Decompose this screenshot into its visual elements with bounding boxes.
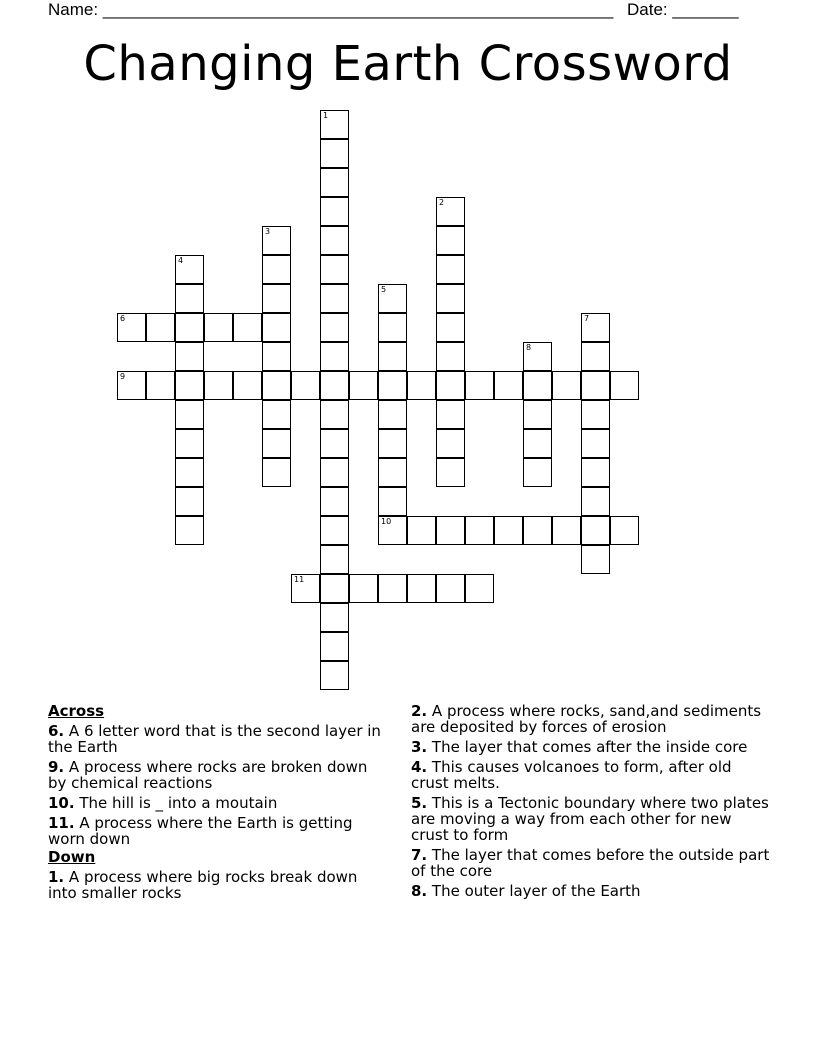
across-heading: Across	[48, 702, 105, 720]
crossword-cell[interactable]	[436, 226, 465, 255]
crossword-cell[interactable]	[349, 574, 378, 603]
down-clue-1	[48, 869, 388, 901]
crossword-cell[interactable]	[175, 487, 204, 516]
crossword-cell[interactable]	[436, 371, 465, 400]
crossword-cell[interactable]	[523, 371, 552, 400]
clue-number: 10.	[48, 794, 75, 812]
crossword-cell[interactable]	[320, 139, 349, 168]
crossword-cell[interactable]	[320, 429, 349, 458]
clue-number: 5.	[411, 794, 428, 812]
crossword-cell[interactable]	[436, 429, 465, 458]
crossword-cell[interactable]	[262, 226, 291, 255]
crossword-cell[interactable]	[320, 574, 349, 603]
crossword-cell[interactable]	[581, 429, 610, 458]
clue-number: 1.	[48, 868, 65, 886]
crossword-cell[interactable]	[581, 545, 610, 574]
clue-text: A process where big rocks break down into smaller rocks	[48, 868, 358, 902]
page-title: Changing Earth Crossword	[83, 36, 733, 92]
crossword-cell[interactable]	[436, 516, 465, 545]
clue-number: 9.	[48, 758, 65, 776]
clue-number-label: 7	[584, 314, 590, 323]
across-clue-6	[48, 723, 388, 755]
crossword-cell[interactable]	[320, 458, 349, 487]
crossword-cell[interactable]	[175, 313, 204, 342]
crossword-cell[interactable]	[262, 458, 291, 487]
crossword-cell[interactable]	[175, 371, 204, 400]
crossword-cell[interactable]	[436, 197, 465, 226]
crossword-cell[interactable]	[465, 516, 494, 545]
clue-text: A process where rocks are broken down by chemical reactions	[48, 758, 368, 792]
clue-number: 3.	[411, 738, 428, 756]
crossword-cell[interactable]	[262, 429, 291, 458]
clue-text: The layer that comes before the outside part of the core	[411, 846, 770, 880]
clue-text: A process where rocks, sand,and sediments are deposited by forces of erosion	[411, 702, 762, 736]
crossword-cell[interactable]	[204, 313, 233, 342]
crossword-cell[interactable]	[320, 342, 349, 371]
clue-text: A process where the Earth is getting worn down	[48, 814, 353, 848]
crossword-cell[interactable]	[175, 284, 204, 313]
crossword-cell[interactable]	[262, 400, 291, 429]
crossword-cell[interactable]	[494, 516, 523, 545]
crossword-cell[interactable]	[378, 400, 407, 429]
crossword-cell[interactable]	[175, 429, 204, 458]
clues-right-column	[411, 703, 771, 903]
clue-number-label: 9	[120, 372, 126, 381]
crossword-cell[interactable]	[378, 516, 407, 545]
crossword-cell[interactable]	[378, 284, 407, 313]
down-clue-2	[411, 703, 771, 735]
crossword-cell[interactable]	[581, 371, 610, 400]
date-field-label: Date: _______	[627, 0, 739, 19]
crossword-cell[interactable]	[175, 516, 204, 545]
crossword-cell[interactable]	[233, 371, 262, 400]
crossword-cell[interactable]	[262, 371, 291, 400]
crossword-cell[interactable]	[581, 313, 610, 342]
name-field-label: Name: ______________________________________________________	[48, 0, 614, 19]
clue-number: 6.	[48, 722, 65, 740]
down-heading: Down	[48, 848, 96, 866]
down-clue-4	[411, 759, 771, 791]
crossword-cell[interactable]	[320, 545, 349, 574]
crossword-cell[interactable]	[610, 371, 639, 400]
crossword-cell[interactable]	[233, 313, 262, 342]
crossword-cell[interactable]	[378, 574, 407, 603]
crossword-cell[interactable]	[320, 400, 349, 429]
clues-left-column	[48, 703, 388, 905]
crossword-cell[interactable]	[320, 313, 349, 342]
across-clue-9	[48, 759, 388, 791]
crossword-cell[interactable]	[320, 110, 349, 139]
crossword-cell[interactable]	[436, 458, 465, 487]
crossword-cell[interactable]	[262, 342, 291, 371]
crossword-cell[interactable]	[407, 574, 436, 603]
crossword-cell[interactable]	[262, 255, 291, 284]
crossword-cell[interactable]	[378, 487, 407, 516]
crossword-cell[interactable]	[523, 516, 552, 545]
crossword-cell[interactable]	[465, 371, 494, 400]
crossword-cell[interactable]	[349, 371, 378, 400]
crossword-cell[interactable]	[494, 371, 523, 400]
crossword-cell[interactable]	[407, 516, 436, 545]
clue-text: This causes volcanoes to form, after old crust melts.	[411, 758, 732, 792]
crossword-cell[interactable]	[204, 371, 233, 400]
clue-text: The outer layer of the Earth	[431, 882, 641, 900]
crossword-cell[interactable]	[378, 458, 407, 487]
across-clue-10	[48, 795, 388, 811]
clue-text: A 6 letter word that is the second layer in the Earth	[48, 722, 381, 756]
clue-number-label: 6	[120, 314, 126, 323]
clue-number: 2.	[411, 702, 428, 720]
crossword-cell[interactable]	[320, 487, 349, 516]
crossword-cell[interactable]	[320, 632, 349, 661]
clue-number-label: 8	[526, 343, 532, 352]
crossword-cell[interactable]	[320, 661, 349, 690]
crossword-cell[interactable]	[320, 371, 349, 400]
down-clue-7	[411, 847, 771, 879]
crossword-cell[interactable]	[320, 516, 349, 545]
clue-number-label: 4	[178, 256, 184, 265]
crossword-cell[interactable]	[320, 255, 349, 284]
clue-number: 4.	[411, 758, 428, 776]
crossword-cell[interactable]	[436, 574, 465, 603]
crossword-cell[interactable]	[175, 342, 204, 371]
crossword-cell[interactable]	[581, 516, 610, 545]
clue-text: The layer that comes after the inside core	[431, 738, 748, 756]
crossword-cell[interactable]	[523, 429, 552, 458]
clue-text: This is a Tectonic boundary where two plates are moving a way from each other for new crust to form	[411, 794, 769, 844]
clue-number-label: 1	[323, 111, 329, 120]
crossword-cell[interactable]	[146, 313, 175, 342]
clue-number: 8.	[411, 882, 428, 900]
crossword-cell[interactable]	[146, 371, 175, 400]
crossword-cell[interactable]	[291, 371, 320, 400]
clue-number: 11.	[48, 814, 75, 832]
crossword-cell[interactable]	[378, 371, 407, 400]
crossword-cell[interactable]	[378, 342, 407, 371]
clue-number-label: 2	[439, 198, 445, 207]
crossword-cell[interactable]	[407, 371, 436, 400]
crossword-cell[interactable]	[436, 284, 465, 313]
clue-number-label: 3	[265, 227, 271, 236]
down-clue-5	[411, 795, 771, 843]
clue-number-label: 11	[294, 575, 305, 584]
across-clue-11	[48, 815, 388, 847]
crossword-cell[interactable]	[436, 400, 465, 429]
crossword-cell[interactable]	[320, 284, 349, 313]
crossword-cell[interactable]	[320, 226, 349, 255]
crossword-cell[interactable]	[378, 313, 407, 342]
down-clue-8	[411, 883, 771, 899]
crossword-cell[interactable]	[175, 400, 204, 429]
crossword-cell[interactable]	[581, 342, 610, 371]
crossword-cell[interactable]	[262, 313, 291, 342]
crossword-cell[interactable]	[320, 197, 349, 226]
clue-text: The hill is _ into a moutain	[79, 794, 278, 812]
crossword-cell[interactable]	[581, 458, 610, 487]
crossword-cell[interactable]	[117, 313, 146, 342]
crossword-cell[interactable]	[581, 487, 610, 516]
crossword-cell[interactable]	[523, 400, 552, 429]
crossword-cell[interactable]	[465, 574, 494, 603]
crossword-cell[interactable]	[436, 313, 465, 342]
crossword-cell[interactable]	[552, 371, 581, 400]
clue-number: 7.	[411, 846, 428, 864]
crossword-cell[interactable]	[320, 603, 349, 632]
crossword-cell[interactable]	[175, 255, 204, 284]
crossword-cell[interactable]	[117, 371, 146, 400]
crossword-cell[interactable]	[523, 458, 552, 487]
crossword-cell[interactable]	[523, 342, 552, 371]
down-clue-3	[411, 739, 771, 755]
crossword-cell[interactable]	[436, 255, 465, 284]
crossword-cell[interactable]	[610, 516, 639, 545]
crossword-cell[interactable]	[291, 574, 320, 603]
crossword-cell[interactable]	[378, 429, 407, 458]
crossword-cell[interactable]	[581, 400, 610, 429]
clue-number-label: 10	[381, 517, 392, 526]
crossword-cell[interactable]	[552, 516, 581, 545]
crossword-cell[interactable]	[262, 284, 291, 313]
crossword-cell[interactable]	[320, 168, 349, 197]
clue-number-label: 5	[381, 285, 387, 294]
crossword-cell[interactable]	[175, 458, 204, 487]
crossword-cell[interactable]	[436, 342, 465, 371]
